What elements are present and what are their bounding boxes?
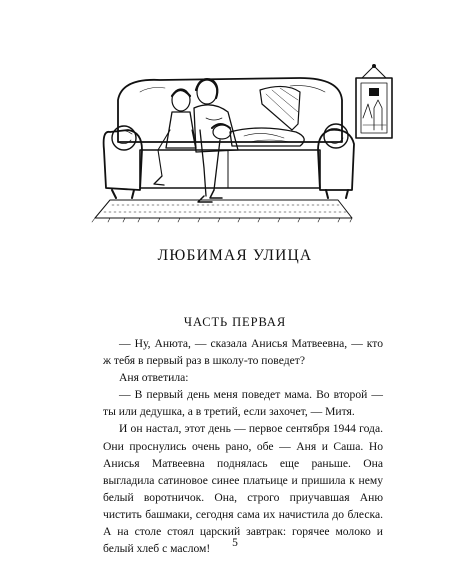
rug xyxy=(92,200,352,222)
part-title: ЧАСТЬ ПЕРВАЯ xyxy=(183,315,287,329)
girl-sitting xyxy=(154,89,196,185)
paragraph: Аня ответила: xyxy=(119,371,189,385)
chapter-title: ЛЮБИМАЯ УЛИЦА xyxy=(157,247,313,264)
paragraph: — В первый день меня поведет мама. Во второй — ты или дедушка, а в третий, если захочет, — Митя. xyxy=(103,388,383,419)
blanket xyxy=(260,86,300,130)
page-number: 5 xyxy=(232,537,238,549)
sofa xyxy=(104,78,354,198)
paragraph: — Ну, Анюта, — сказала Анисья Матвеевна, — кто ж тебя в первый раз в школу-то поведет? xyxy=(103,337,383,368)
wall-picture xyxy=(356,65,392,139)
paragraph: И он настал, этот день — первое сентября 1944 года. Они проснулись очень рано, обе — Аня и Саша. Но Анисья Матвеевна поднялась еще раньше. Она выгладила сатиновое синее платьице и пришила к нему белый воротничок. Она, строго приучавшая Аню чистить башмаки, сегодня сама их начистила до блеска. А на столе стоял царский завтрак: горячее молоко и белый хлеб с маслом! xyxy=(103,422,383,556)
sofa-family-illustration xyxy=(0,0,470,235)
body-text xyxy=(103,335,383,557)
